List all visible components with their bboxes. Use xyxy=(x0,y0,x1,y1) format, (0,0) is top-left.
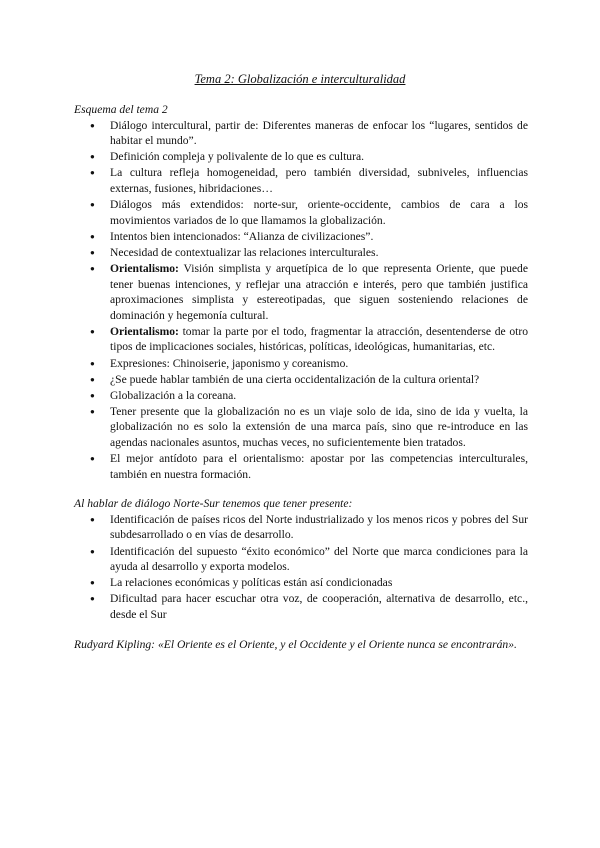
list-item xyxy=(110,165,528,196)
list-item xyxy=(110,388,528,404)
list-item-text: tomar la parte por el todo, fragmentar la atracción, desentenderse de otro tipos de implicaciones sociales, históricas, políticas, ideológicas, humanitarias, etc. xyxy=(110,324,528,354)
list-item-text: Dificultad para hacer escuchar otra voz, de cooperación, alternativa de desarrollo, etc., desde el Sur xyxy=(110,592,528,621)
section-heading-norte-sur: Al hablar de diálogo Norte-Sur tenemos que tener presente: xyxy=(74,497,353,511)
list-item xyxy=(110,404,528,451)
bold-term: Orientalismo: xyxy=(110,324,179,338)
list-item-text: Identificación de países ricos del Norte industrializado y los menos ricos y pobres del Sur subdesarrollado o en vías de desarrollo. xyxy=(110,512,528,542)
list-item xyxy=(110,544,528,575)
list-item-text: Intentos bien intencionados: “Alianza de civilizaciones”. xyxy=(110,229,374,243)
list-item-text: La cultura refleja homogeneidad, pero también diversidad, subniveles, influencias externas, fusiones, hibridaciones… xyxy=(110,166,528,195)
section-heading-esquema: Esquema del tema 2 xyxy=(74,103,168,116)
document-body xyxy=(74,102,528,652)
list-item xyxy=(110,591,528,622)
list-item-text: Globalización a la coreana. xyxy=(110,388,237,402)
list-item xyxy=(110,149,528,165)
list-item xyxy=(110,229,528,245)
list-item-text: ¿Se puede hablar también de una cierta occidentalización de la cultura oriental? xyxy=(110,372,480,386)
page-title: Tema 2: Globalización e interculturalidad xyxy=(194,72,406,86)
list-item-text: Diálogo intercultural, partir de: Diferentes maneras de enfocar los “lugares, sentidos de habitar el mundo”. xyxy=(110,118,528,148)
list-item xyxy=(110,512,528,543)
list-item-text: El mejor antídoto para el orientalismo: apostar por las competencias interculturales, también en nuestra formación. xyxy=(110,452,528,481)
list-item-text: Tener presente que la globalización no es un viaje solo de ida, sino de ida y vuelta, la globalización no es solo la extensión de una marca país, sino que re-introduce en las agendas nacionales asuntos, muchas veces, no suficientemente bien tratados. xyxy=(110,404,528,449)
list-item-text: Diálogos más extendidos: norte-sur, oriente-occidente, cambios de cara a los movimientos variados de lo que llamamos la globalización. xyxy=(110,198,528,227)
list-item-text: Visión simplista y arquetípica de lo que representa Oriente, que puede tener buenas intenciones, y reflejar una atracción e interés, pero que también justifica aproximaciones simplista y estereotipadas, que siguen sosteniendo relaciones de dominación y hegemonía cultural. xyxy=(110,261,528,322)
list-item xyxy=(110,451,528,482)
norte-sur-list xyxy=(74,512,528,623)
list-item-text: Identificación del supuesto “éxito económico” del Norte que marca condiciones para la ayuda al desarrollo y exporta modelos. xyxy=(110,544,528,574)
list-item xyxy=(110,245,528,261)
list-item-text: La relaciones económicas y políticas están así condicionadas xyxy=(110,576,393,590)
list-item xyxy=(110,372,528,388)
list-item xyxy=(110,575,528,591)
list-item xyxy=(110,356,528,372)
esquema-list xyxy=(74,118,528,483)
list-item xyxy=(110,261,528,323)
list-item-text: Definición compleja y polivalente de lo que es cultura. xyxy=(110,150,365,164)
list-item xyxy=(110,118,528,149)
list-item-text: Necesidad de contextualizar las relaciones interculturales. xyxy=(110,245,379,259)
list-item-text: Expresiones: Chinoiserie, japonismo y coreanismo. xyxy=(110,356,349,370)
bold-term: Orientalismo: xyxy=(110,261,179,275)
kipling-quote: Rudyard Kipling: «El Oriente es el Oriente, y el Occidente y el Oriente nunca se encontrarán». xyxy=(74,637,517,651)
list-item xyxy=(110,197,528,228)
list-item xyxy=(110,324,528,355)
